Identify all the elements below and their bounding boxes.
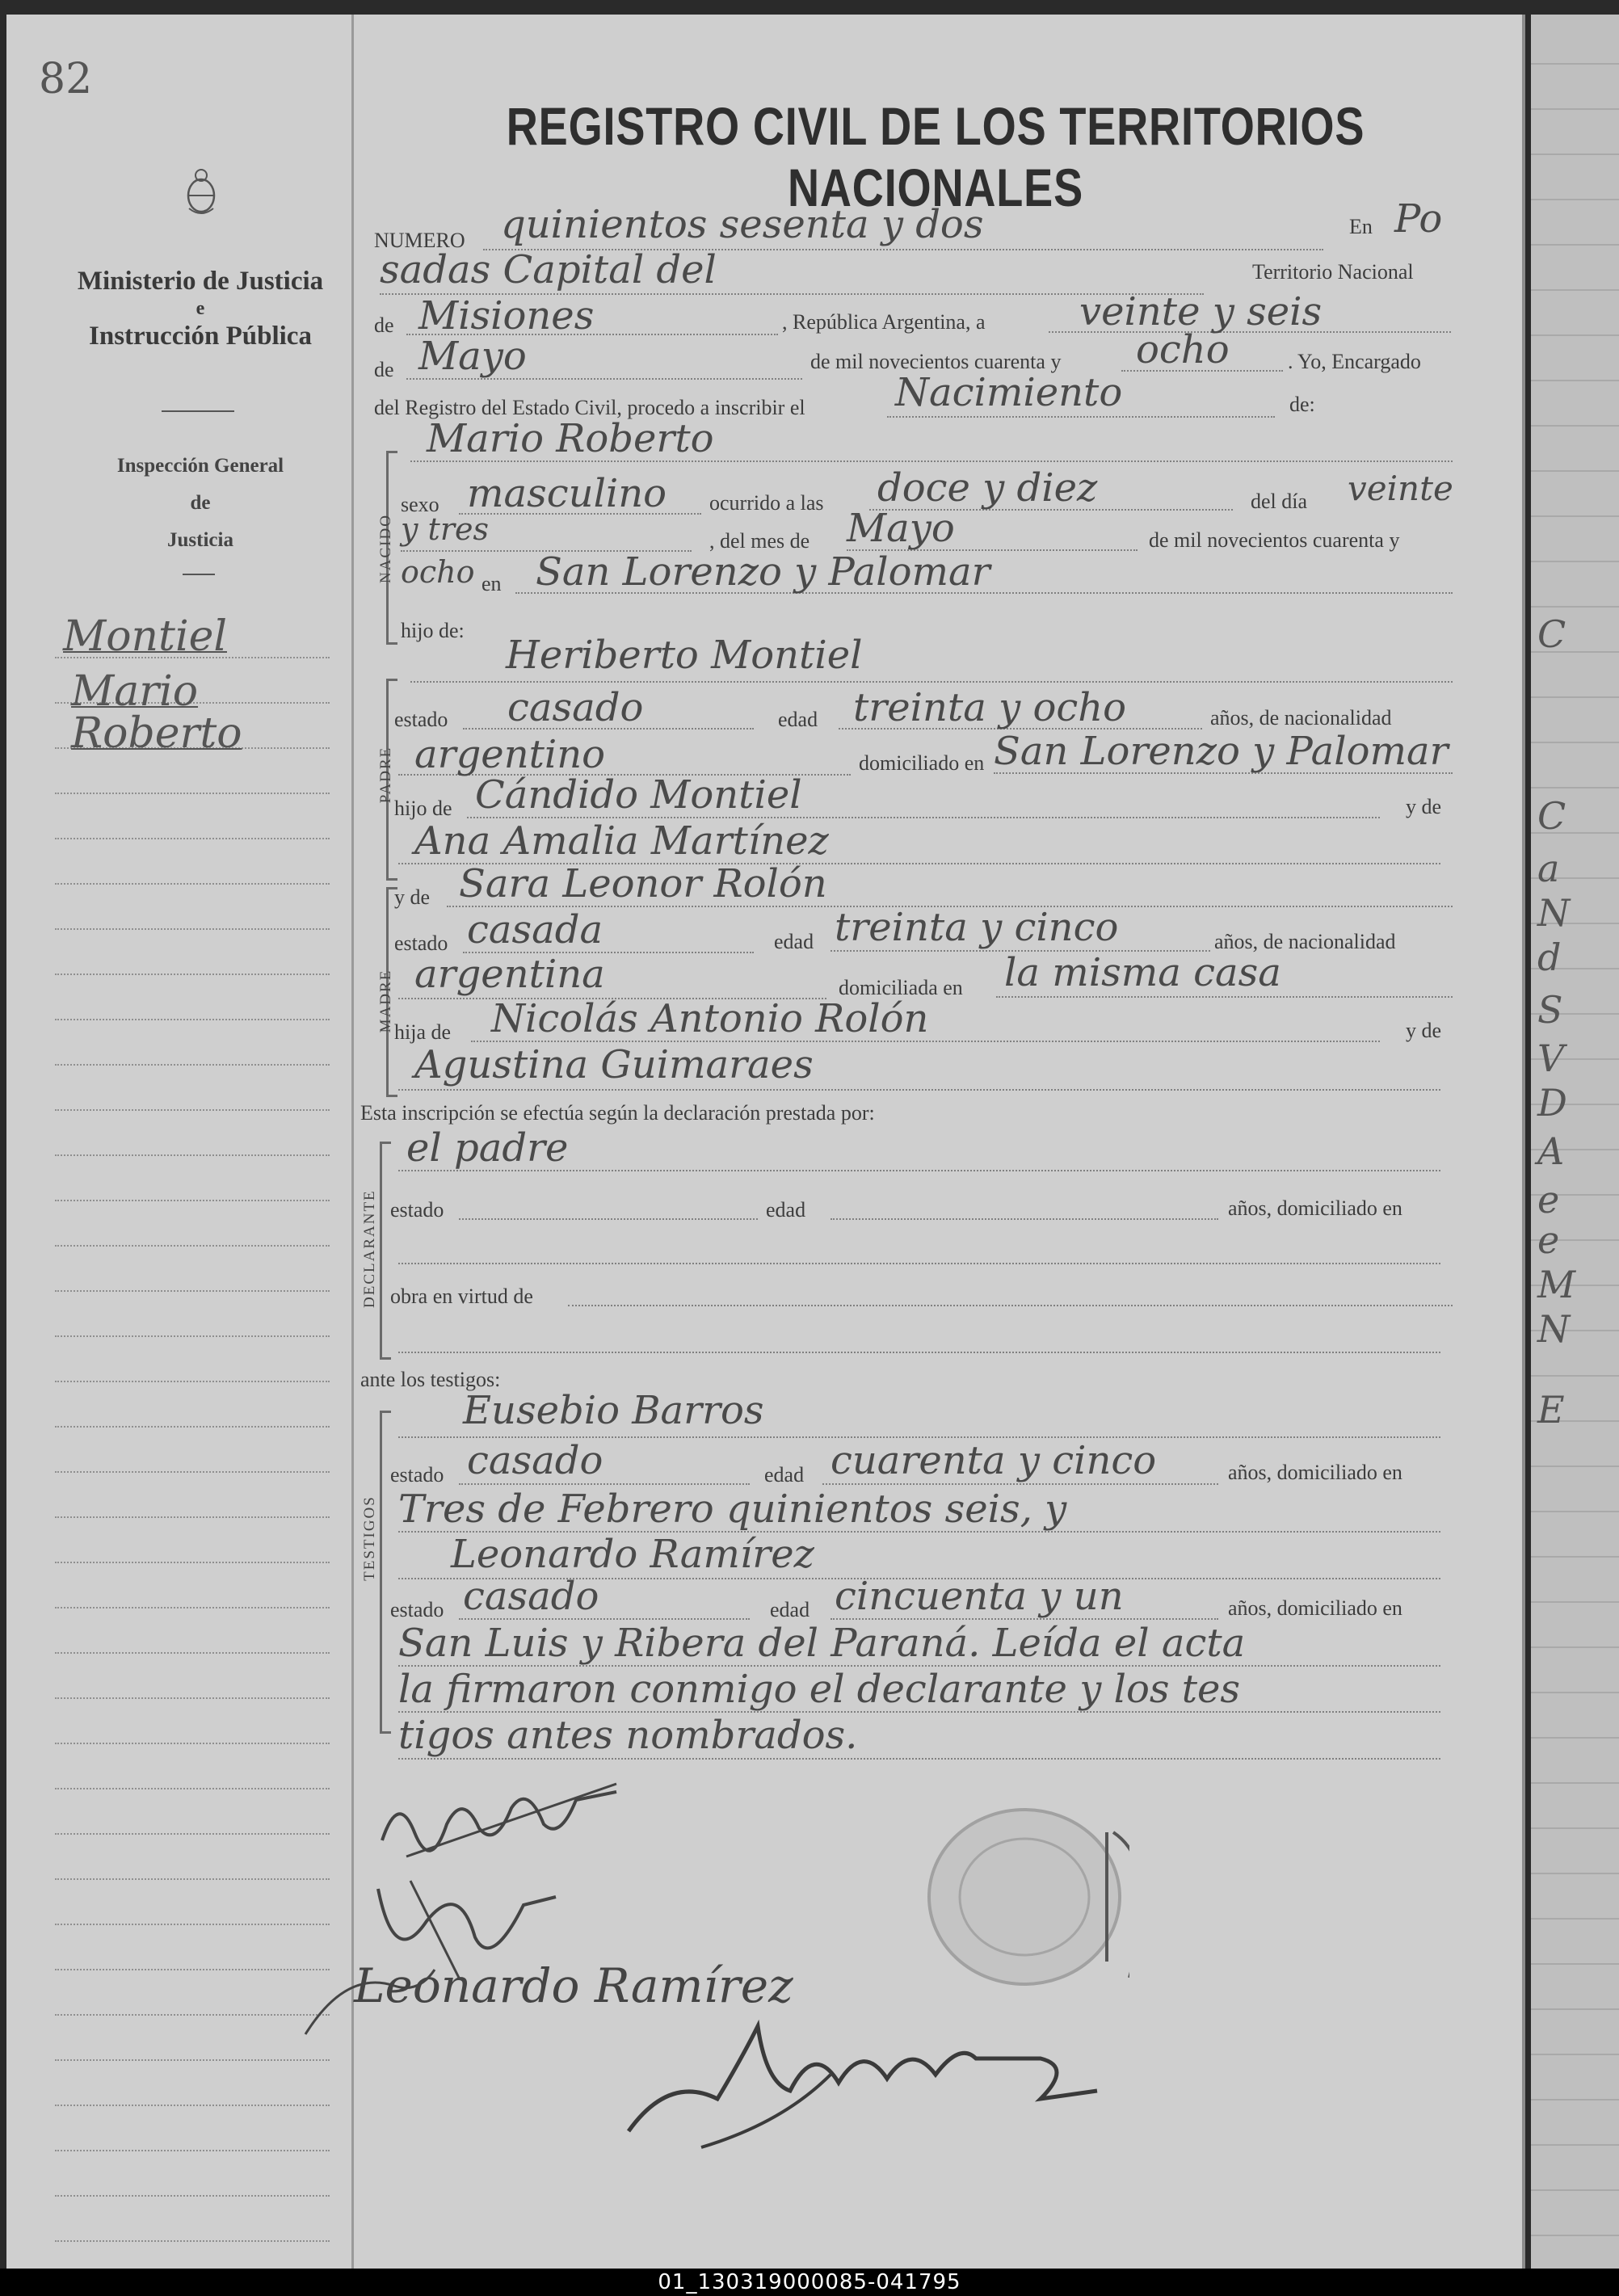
facing-page-line <box>1531 1646 1619 1648</box>
t2-estado-value: casado <box>463 1574 599 1619</box>
margin-ruled-line <box>55 1878 330 1880</box>
t1-estado-label: estado <box>390 1463 444 1487</box>
margin-ruled-line <box>55 2059 330 2061</box>
facing-page-line <box>1531 1511 1619 1512</box>
margin-ruled-line <box>55 2150 330 2151</box>
nacido-mes-value: Mayo <box>847 506 955 551</box>
margin-ruled-line <box>55 2240 330 2242</box>
facing-page-line <box>1531 561 1619 562</box>
en-value-a: Po <box>1394 196 1443 242</box>
margin-ruled-line <box>55 1969 330 1970</box>
nacido-anio-value: ocho <box>401 554 475 590</box>
margin-ruled-line <box>55 1562 330 1563</box>
facing-page-line <box>1531 334 1619 336</box>
de-label-3: de: <box>1289 393 1315 416</box>
madre-domicilio-line <box>996 996 1453 998</box>
madre-edad-label: edad <box>774 930 814 953</box>
cierre-line-2 <box>398 1758 1440 1760</box>
margin-annotation-second-name: Roberto <box>71 709 242 758</box>
en-label: En <box>1349 215 1373 238</box>
madre-edad-value: treinta y cinco <box>835 905 1119 950</box>
anio-label: de mil novecientos cuarenta y <box>810 350 1062 373</box>
t1-estado-line <box>459 1483 750 1485</box>
dia-value-b: y tres <box>401 511 489 547</box>
declarante-domicilio-line <box>398 1263 1440 1264</box>
madre-estado-value: casada <box>467 907 603 952</box>
nacido-mes-label: , del mes de <box>709 529 810 553</box>
republica-label: , República Argentina, a <box>782 310 986 334</box>
facing-page-line <box>1531 787 1619 788</box>
margin-divider-2 <box>183 574 215 575</box>
facing-page-line <box>1531 380 1619 381</box>
margin-ruled-line <box>55 1697 330 1699</box>
page-number: 82 <box>39 55 93 103</box>
t1-anios-label: años, domiciliado en <box>1228 1461 1402 1484</box>
testigos-brace <box>380 1411 391 1734</box>
facing-page-line <box>1531 696 1619 698</box>
margin-ruled-line <box>55 1335 330 1337</box>
inspeccion-heading <box>79 448 322 559</box>
madre-madre-value: Agustina Guimaraes <box>414 1042 814 1087</box>
margin-column <box>6 15 354 2269</box>
signature-ramirez-text: Leonardo Ramírez <box>354 1958 793 2013</box>
facing-page-fragment: N <box>1537 891 1571 935</box>
margin-ruled-line <box>55 838 330 839</box>
inspeccion-line-1: Inspección General <box>116 455 284 477</box>
sexo-label: sexo <box>401 493 439 516</box>
madre-section-label: MADRE <box>377 969 394 1033</box>
padre-domicilio-label: domiciliado en <box>859 751 985 775</box>
margin-ruled-line <box>55 1019 330 1020</box>
declarante-nombre: el padre <box>406 1125 569 1171</box>
facing-page-line <box>1531 1827 1619 1829</box>
declarante-anios-label: años, domiciliado en <box>1228 1196 1402 1220</box>
margin-ruled-line <box>55 1109 330 1111</box>
facing-page-line <box>1531 1873 1619 1874</box>
margin-ruled-line <box>55 2014 330 2016</box>
facing-page-line <box>1531 289 1619 291</box>
padre-nacionalidad-value: argentino <box>414 732 606 777</box>
t2-domicilio: San Luis y Ribera del Paraná. Leída el acta <box>398 1621 1246 1666</box>
facing-page-line <box>1531 606 1619 608</box>
facing-page-line <box>1531 153 1619 155</box>
facing-page-line <box>1531 2144 1619 2146</box>
signature-officer <box>620 2010 1121 2159</box>
facing-page-fragment: A <box>1537 1129 1565 1173</box>
t1-edad-label: edad <box>764 1463 805 1487</box>
declarante-extra-line <box>398 1352 1440 1353</box>
declarante-brace <box>380 1142 391 1360</box>
madre-madre-line <box>398 1089 1440 1091</box>
margin-divider <box>162 410 234 412</box>
facing-page-line <box>1531 108 1619 110</box>
margin-ruled-line <box>55 1381 330 1382</box>
facing-page-edge <box>1531 15 1619 2269</box>
padre-edad-value: treinta y ocho <box>853 685 1127 730</box>
madre-anios-label: años, de nacionalidad <box>1214 930 1396 953</box>
de-label-2: de <box>374 358 394 381</box>
facing-page-fragment: e <box>1537 1218 1560 1262</box>
t1-edad-value: cuarenta y cinco <box>831 1438 1157 1483</box>
facing-page-fragment: C <box>1537 612 1566 656</box>
padre-estado-label: estado <box>394 708 448 731</box>
signature-montiel <box>374 1776 633 1868</box>
padre-anios-label: años, de nacionalidad <box>1210 706 1392 730</box>
madre-nombre: Sara Leonor Rolón <box>459 861 827 906</box>
facing-page-line <box>1531 1692 1619 1693</box>
official-seal <box>919 1800 1129 1994</box>
facing-page-line <box>1531 2235 1619 2236</box>
facing-page-line <box>1531 1556 1619 1558</box>
t2-estado-label: estado <box>390 1598 444 1621</box>
t1-domicilio: Tres de Febrero quinientos seis, y <box>398 1487 1067 1532</box>
padre-section-label: PADRE <box>377 746 394 804</box>
facing-page-fragment: M <box>1537 1263 1576 1306</box>
facing-page-line <box>1531 515 1619 517</box>
margin-ruled-line <box>55 1833 330 1835</box>
dia-value: veinte y seis <box>1079 289 1323 334</box>
margin-ruled-line <box>55 1200 330 1201</box>
madre-domicilio-value: la misma casa <box>1004 950 1281 995</box>
facing-page-fragment: N <box>1537 1307 1571 1351</box>
ministry-heading <box>55 267 346 351</box>
margin-ruled-line <box>55 1290 330 1292</box>
t1-estado-value: casado <box>467 1438 603 1483</box>
margin-ruled-line <box>55 1426 330 1428</box>
facing-page-line <box>1531 1963 1619 1965</box>
acto-line <box>887 416 1275 418</box>
ministry-line-3: Instrucción Pública <box>89 322 312 351</box>
inspeccion-line-2: de <box>190 492 211 514</box>
facing-page-line <box>1531 1737 1619 1739</box>
madre-y-de-label: y de <box>394 885 431 909</box>
facing-page-line <box>1531 199 1619 200</box>
margin-ruled-line <box>55 883 330 885</box>
register-page <box>6 15 1525 2269</box>
nacido-en-label: en <box>481 572 502 595</box>
facing-page-line <box>1531 2008 1619 2010</box>
declarante-obra-line <box>568 1305 1453 1306</box>
testigos-section-label: TESTIGOS <box>361 1495 378 1581</box>
declarante-edad-label: edad <box>766 1198 806 1222</box>
territorio-value: Misiones <box>418 293 595 339</box>
margin-ruled-line <box>55 1607 330 1608</box>
padre-hijo-label: hijo de <box>394 797 452 820</box>
margin-ruled-line <box>55 973 330 975</box>
footer-bar <box>0 2269 1619 2296</box>
facing-page-line <box>1531 742 1619 743</box>
facing-page-line <box>1531 1601 1619 1603</box>
facing-page-fragment: S <box>1537 988 1563 1032</box>
padre-domicilio-value: San Lorenzo y Palomar <box>994 729 1449 774</box>
t2-edad-value: cincuenta y un <box>835 1574 1124 1619</box>
facing-page-line <box>1531 63 1619 65</box>
facing-page-line <box>1531 1375 1619 1377</box>
margin-ruled-line <box>55 928 330 930</box>
madre-y-de-label-2: y de <box>1406 1019 1442 1042</box>
yo-label: . Yo, Encargado <box>1288 350 1421 373</box>
hora-value: doce y diez <box>877 465 1098 511</box>
facing-page-line <box>1531 2099 1619 2100</box>
padre-edad-label: edad <box>778 708 818 731</box>
declarante-edad-line <box>831 1218 1218 1220</box>
ministry-line-2: e <box>196 298 205 319</box>
t1-nombre: Eusebio Barros <box>463 1388 764 1433</box>
facing-page-fragment: a <box>1537 847 1560 890</box>
padre-nombre: Heriberto Montiel <box>506 633 863 678</box>
facing-page-line <box>1531 2054 1619 2055</box>
madre-hija-label: hija de <box>394 1020 452 1044</box>
numero-label: NUMERO <box>374 229 465 252</box>
territorio-label: Territorio Nacional <box>1252 260 1414 284</box>
facing-page-line <box>1531 1918 1619 1920</box>
margin-ruled-line <box>55 1652 330 1654</box>
madre-nacionalidad-value: argentina <box>414 952 605 997</box>
padre-madre-value: Ana Amalia Martínez <box>414 818 829 864</box>
margin-ruled-line <box>55 2195 330 2197</box>
nacido-lugar-value: San Lorenzo y Palomar <box>536 549 990 595</box>
padre-estado-value: casado <box>507 685 644 730</box>
facing-page-fragment: C <box>1537 794 1566 838</box>
margin-ruled-line <box>55 1788 330 1789</box>
margin-ruled-line <box>55 1064 330 1066</box>
padre-y-de-label: y de <box>1406 795 1442 818</box>
testigos-label: ante los testigos: <box>360 1368 501 1391</box>
declaracion-label: Esta inscripción se efectúa según la declaración prestada por: <box>360 1101 875 1125</box>
margin-ruled-line <box>55 1516 330 1518</box>
facing-page-fragment: D <box>1537 1081 1567 1125</box>
t2-anios-label: años, domiciliado en <box>1228 1596 1402 1620</box>
facing-page-line <box>1531 470 1619 472</box>
margin-ruled-line <box>55 1471 330 1473</box>
registro-label: del Registro del Estado Civil, procedo a inscribir el <box>374 396 805 419</box>
cierre-text-2: tigos antes nombrados. <box>398 1713 858 1758</box>
margin-ruled-line <box>55 2105 330 2106</box>
margin-annotation-surname: Montiel <box>63 612 227 661</box>
en-value-b: sadas Capital del <box>380 247 717 292</box>
facing-page-line <box>1531 425 1619 427</box>
numero-value: quinientos sesenta y dos <box>501 202 984 247</box>
nacido-nombre: Mario Roberto <box>427 416 714 461</box>
margin-ruled-line <box>55 1245 330 1247</box>
declarante-estado-label: estado <box>390 1198 444 1222</box>
margin-ruled-line <box>55 1743 330 1744</box>
declarante-estado-line <box>459 1218 758 1220</box>
facing-page-line <box>1531 1782 1619 1784</box>
footer-id: 01_130319000085-041795 <box>658 2270 961 2294</box>
anio-value: ocho <box>1136 327 1230 372</box>
inspeccion-line-3: Justicia <box>167 529 233 551</box>
margin-ruled-line <box>55 1924 330 1925</box>
coat-of-arms-icon <box>183 166 220 218</box>
nacido-anio-label: de mil novecientos cuarenta y <box>1149 528 1400 552</box>
facing-page-fragment: E <box>1537 1388 1565 1432</box>
facing-page-fragment: V <box>1537 1037 1565 1080</box>
t2-nombre: Leonardo Ramírez <box>451 1532 814 1577</box>
ocurrido-label: ocurrido a las <box>709 491 824 515</box>
nacido-section-label: NACIDO <box>377 514 394 583</box>
acto-value: Nacimiento <box>895 370 1123 415</box>
margin-ruled-line <box>55 1154 330 1156</box>
margin-ruled-line <box>55 793 330 794</box>
margin-annotation-first-name: Mario <box>71 667 199 716</box>
cierre-text-1: la firmaron conmigo el declarante y los tes <box>398 1667 1241 1712</box>
del-dia-label: del día <box>1251 490 1308 513</box>
t2-edad-label: edad <box>770 1598 810 1621</box>
sexo-value: masculino <box>467 471 667 516</box>
facing-page-line <box>1531 2189 1619 2191</box>
facing-page-fragment: e <box>1537 1178 1560 1222</box>
mes-value: Mayo <box>418 334 527 379</box>
madre-domicilio-label: domiciliada en <box>839 976 963 999</box>
document-title: REGISTRO CIVIL DE LOS TERRITORIOS NACIONALES <box>506 96 1365 217</box>
dia-value-a: veinte <box>1348 469 1453 508</box>
declarante-section-label: DECLARANTE <box>361 1189 378 1308</box>
declarante-obra-label: obra en virtud de <box>390 1285 533 1308</box>
de-label: de <box>374 313 394 337</box>
padre-padre-value: Cándido Montiel <box>475 772 802 818</box>
hijo-label: hijo de: <box>401 619 465 642</box>
t1-edad-line <box>822 1483 1218 1485</box>
facing-page-fragment: d <box>1537 936 1562 979</box>
facing-page-line <box>1531 1465 1619 1467</box>
facing-page-line <box>1531 244 1619 246</box>
madre-estado-label: estado <box>394 931 448 955</box>
ministry-line-1: Ministerio de Justicia <box>77 267 324 296</box>
padre-nombre-line <box>410 681 1453 683</box>
madre-padre-value: Nicolás Antonio Rolón <box>491 996 929 1041</box>
